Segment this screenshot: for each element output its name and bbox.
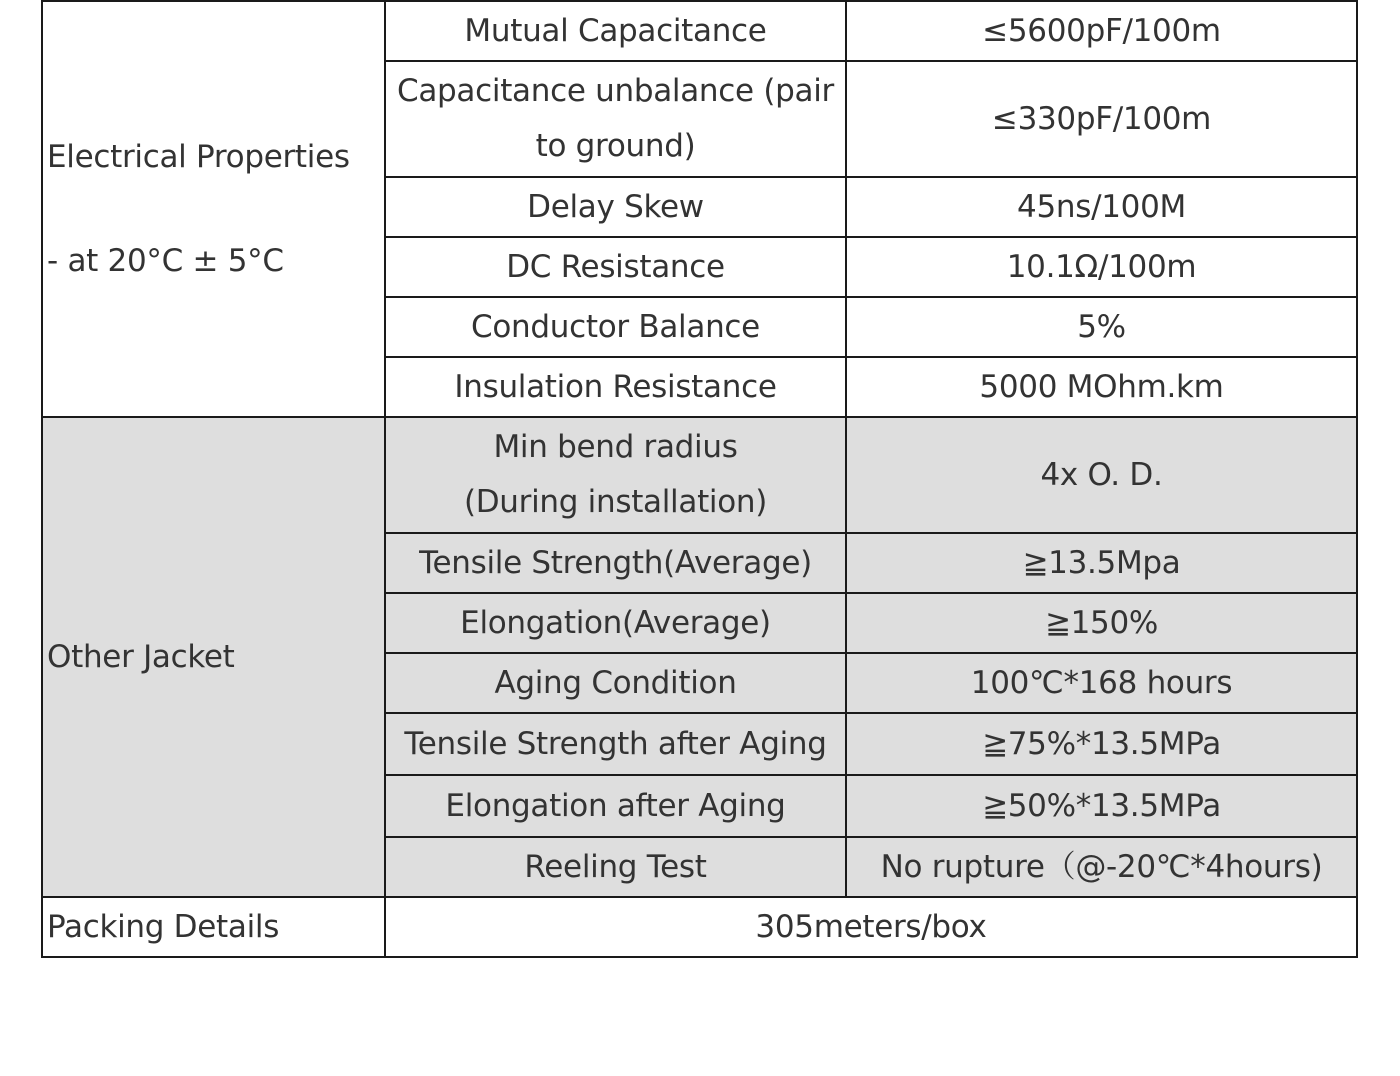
- value-cell: 4x O. D.: [846, 417, 1357, 533]
- other-jacket-label: Other Jacket: [42, 417, 385, 897]
- spec-table: [41, 0, 1358, 958]
- param-cell: Elongation(Average): [385, 593, 846, 653]
- param-cell: Reeling Test: [385, 837, 846, 897]
- param-cell: Insulation Resistance: [385, 357, 846, 417]
- param-cell: Elongation after Aging: [385, 775, 846, 837]
- value-cell: ≤5600pF/100m: [846, 1, 1357, 61]
- param-cell: DC Resistance: [385, 237, 846, 297]
- value-cell: 10.1Ω/100m: [846, 237, 1357, 297]
- param-line1: Min bend radius: [493, 429, 738, 465]
- value-cell: ≤330pF/100m: [846, 61, 1357, 177]
- electrical-label-line1: Electrical Properties: [47, 139, 350, 175]
- param-cell: Tensile Strength after Aging: [385, 713, 846, 775]
- param-cell: [385, 417, 846, 533]
- param-cell: Capacitance unbalance (pair to ground): [385, 61, 846, 177]
- param-line2: (During installation): [463, 484, 768, 520]
- value-cell: ≧50%*13.5MPa: [846, 775, 1357, 837]
- value-cell: 5%: [846, 297, 1357, 357]
- value-cell: No rupture（@-20℃*4hours): [846, 837, 1357, 897]
- param-cell: Mutual Capacitance: [385, 1, 846, 61]
- electrical-properties-label: [42, 1, 385, 417]
- value-cell: ≧75%*13.5MPa: [846, 713, 1357, 775]
- value-cell: ≧150%: [846, 593, 1357, 653]
- table-row: [42, 417, 1357, 533]
- table-row: [42, 897, 1357, 957]
- value-cell: ≧13.5Mpa: [846, 533, 1357, 593]
- value-cell: 5000 MOhm.km: [846, 357, 1357, 417]
- param-cell: Conductor Balance: [385, 297, 846, 357]
- value-cell: 100℃*168 hours: [846, 653, 1357, 713]
- param-cell: Aging Condition: [385, 653, 846, 713]
- value-cell: 45ns/100M: [846, 177, 1357, 237]
- param-cell: Tensile Strength(Average): [385, 533, 846, 593]
- param-cell: Delay Skew: [385, 177, 846, 237]
- table-row: [42, 1, 1357, 61]
- packing-details-label: Packing Details: [42, 897, 385, 957]
- packing-value-cell: 305meters/box: [385, 897, 1357, 957]
- electrical-label-line2: - at 20°C ± 5°C: [47, 243, 284, 279]
